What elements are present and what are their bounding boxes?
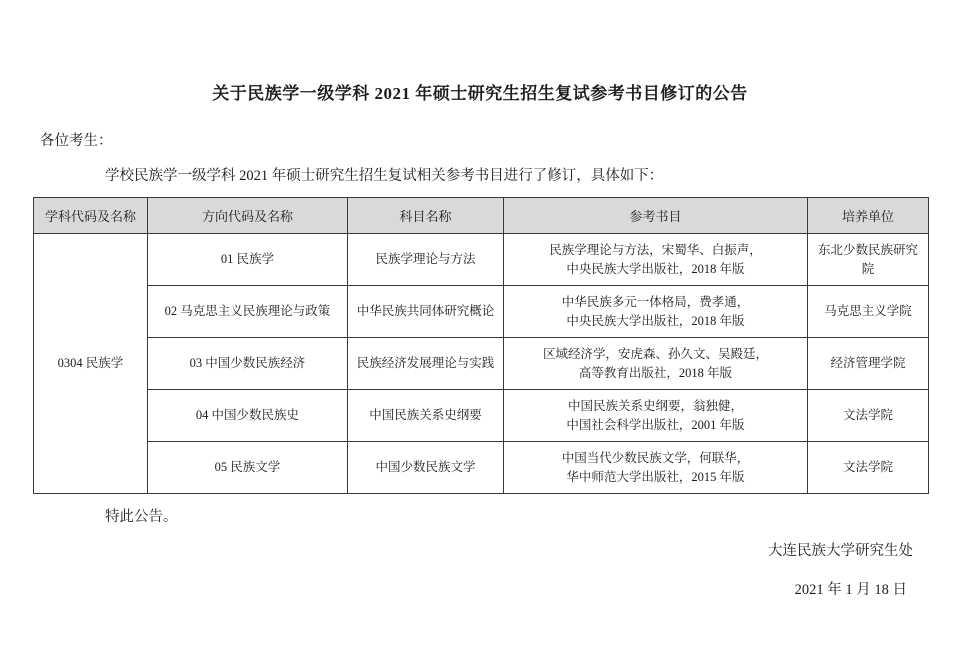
reference-cell bbox=[504, 338, 808, 390]
table-row bbox=[34, 442, 929, 494]
direction-cell: 01 民族学 bbox=[148, 234, 348, 286]
table-row bbox=[34, 390, 929, 442]
reference-cell bbox=[504, 442, 808, 494]
intro-paragraph: 学校民族学一级学科 2021 年硕士研究生招生复试相关参考书目进行了修订，具体如下： bbox=[105, 168, 664, 184]
discipline-cell: 0304 民族学 bbox=[34, 234, 148, 494]
unit-cell: 经济管理学院 bbox=[808, 338, 929, 390]
unit-cell: 马克思主义学院 bbox=[808, 286, 929, 338]
reference-line: 中华民族多元一体格局，费孝通， bbox=[561, 294, 750, 309]
direction-cell: 03 中国少数民族经济 bbox=[148, 338, 348, 390]
header-cell-reference: 参考书目 bbox=[504, 198, 808, 234]
header-cell-unit: 培养单位 bbox=[808, 198, 929, 234]
reference-line: 中央民族大学出版社，2018 年版 bbox=[566, 313, 745, 328]
reference-line: 民族学理论与方法，宋蜀华、白振声， bbox=[549, 242, 762, 257]
subject-cell: 民族学理论与方法 bbox=[348, 234, 504, 286]
direction-cell: 02 马克思主义民族理论与政策 bbox=[148, 286, 348, 338]
reference-line: 中国社会科学出版社，2001 年版 bbox=[566, 417, 745, 432]
reference-line: 高等教育出版社，2018 年版 bbox=[578, 365, 733, 380]
reference-line: 华中师范大学出版社，2015 年版 bbox=[566, 469, 745, 484]
header-cell-discipline: 学科代码及名称 bbox=[34, 198, 148, 234]
reference-line: 区域经济学，安虎森、孙久文、吴殿廷， bbox=[542, 346, 768, 361]
reference-line: 中国当代少数民族文学，何联华， bbox=[561, 450, 750, 465]
greeting-text: 各位考生： bbox=[40, 133, 113, 149]
subject-cell: 民族经济发展理论与实践 bbox=[348, 338, 504, 390]
reference-cell bbox=[504, 286, 808, 338]
table-header-row bbox=[34, 198, 929, 234]
unit-cell: 东北少数民族研究院 bbox=[808, 234, 929, 286]
unit-cell: 文法学院 bbox=[808, 390, 929, 442]
reference-line: 中国民族关系史纲要，翁独健， bbox=[567, 398, 743, 413]
direction-cell: 04 中国少数民族史 bbox=[148, 390, 348, 442]
subject-cell: 中国民族关系史纲要 bbox=[348, 390, 504, 442]
table-row bbox=[34, 338, 929, 390]
reference-cell bbox=[504, 234, 808, 286]
direction-cell: 05 民族文学 bbox=[148, 442, 348, 494]
closing-text: 特此公告。 bbox=[105, 509, 178, 525]
table-row bbox=[34, 286, 929, 338]
subject-cell: 中华民族共同体研究概论 bbox=[348, 286, 504, 338]
table-row bbox=[34, 234, 929, 286]
header-cell-subject: 科目名称 bbox=[348, 198, 504, 234]
date-text: 2021 年 1 月 18 日 bbox=[794, 582, 907, 598]
unit-cell: 文法学院 bbox=[808, 442, 929, 494]
reference-line: 中央民族大学出版社，2018 年版 bbox=[566, 261, 745, 276]
page-title: 关于民族学一级学科 2021 年硕士研究生招生复试参考书目修订的公告 bbox=[212, 84, 748, 103]
reference-table bbox=[33, 197, 929, 494]
subject-cell: 中国少数民族文学 bbox=[348, 442, 504, 494]
reference-cell bbox=[504, 390, 808, 442]
header-cell-direction: 方向代码及名称 bbox=[148, 198, 348, 234]
signature-text: 大连民族大学研究生处 bbox=[768, 543, 913, 559]
